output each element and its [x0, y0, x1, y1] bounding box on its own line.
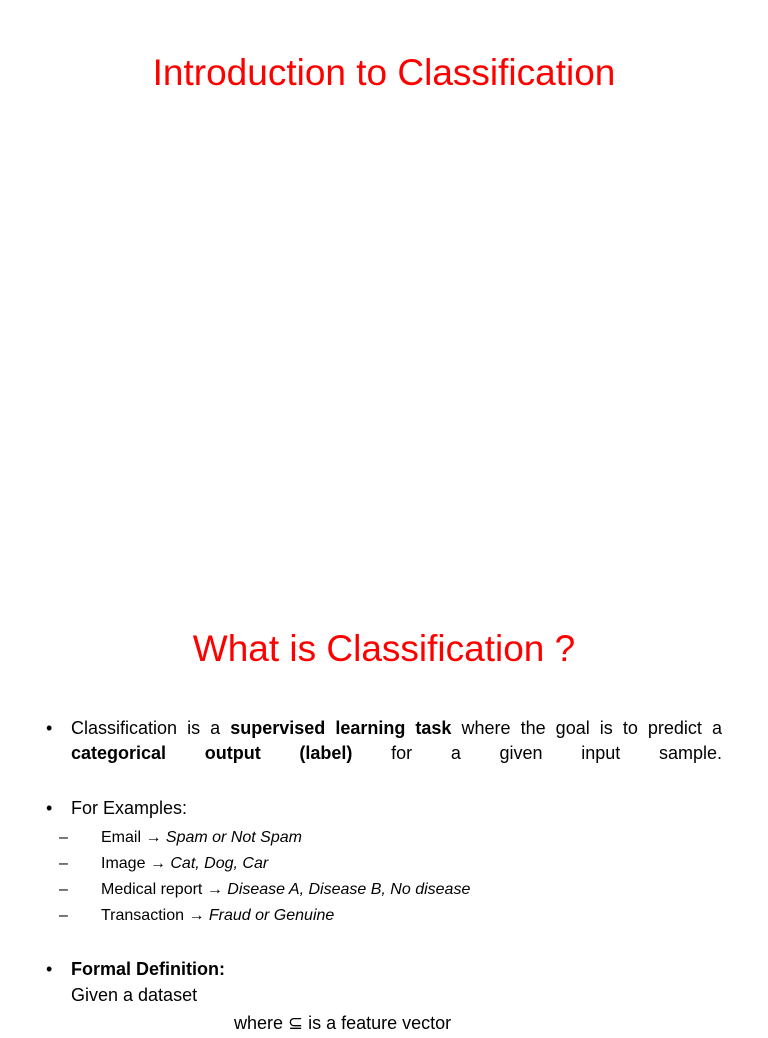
bullet-examples	[46, 796, 722, 821]
formal-definition-label: Formal Definition:	[71, 959, 225, 979]
slide-title-intro: Introduction to Classification	[152, 52, 616, 93]
definition-line-2: categorical output (label) for a given input sample.	[71, 743, 722, 763]
list-item: – Email → Spam or Not Spam	[46, 825, 722, 851]
dash-marker: –	[59, 829, 68, 846]
bullet-dot: •	[46, 959, 53, 979]
slide-body	[46, 716, 722, 1038]
dash-marker: –	[59, 855, 68, 872]
examples-label: For Examples:	[71, 798, 188, 818]
examples-list	[46, 825, 722, 929]
list-item: – Transaction → Fraud or Genuine	[46, 903, 722, 929]
bold-supervised-task: supervised learning task	[230, 718, 452, 738]
slide-what-is-classification	[0, 576, 768, 1033]
bullet-formal-definition	[46, 957, 722, 982]
bullet-dot: •	[46, 798, 53, 818]
bullet-dot: •	[46, 718, 53, 738]
formal-definition-line-2: Given a dataset	[71, 985, 198, 1005]
list-item: – Medical report → Disease A, Disease B, No disease	[46, 877, 722, 903]
bold-categorical-output: categorical output (label)	[71, 743, 353, 763]
bullet-definition	[46, 716, 722, 766]
dash-marker: –	[59, 907, 68, 924]
definition-line-1: Classification is a supervised learning task where the goal is to predict a	[71, 718, 722, 738]
list-item: – Image → Cat, Dog, Car	[46, 851, 722, 877]
formal-definition-line-3: where ⊆ is a feature vector	[234, 1013, 452, 1033]
slide-title-what-is: What is Classification ?	[192, 628, 576, 669]
dash-marker: –	[59, 881, 68, 898]
